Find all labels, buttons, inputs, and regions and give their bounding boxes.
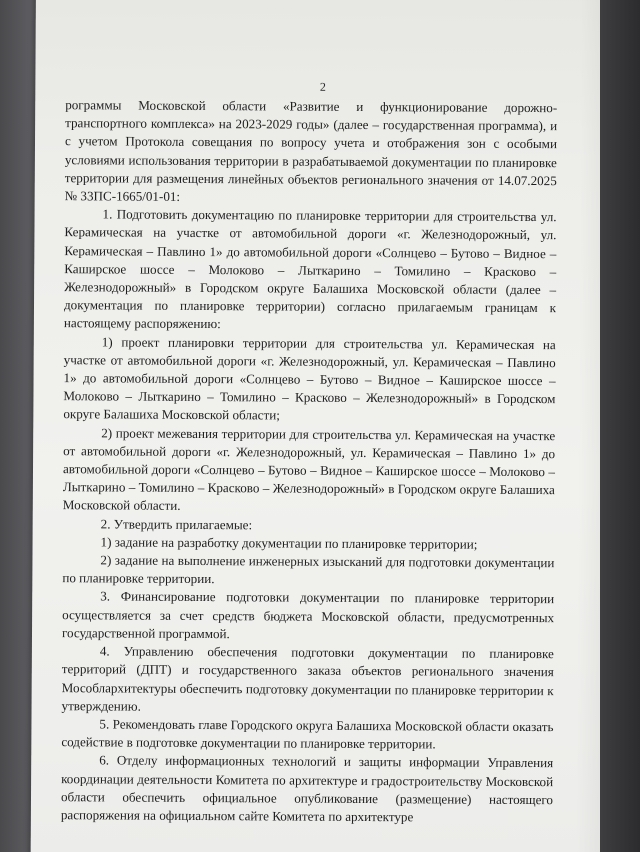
paragraph-1: 1. Подготовить документацию по планировке территории для строительства ул. Керамическая на участке от автомобильной дороги «г. Железнодорожный, ул. Керамическая – Павлино 1» до автомобильной дороги «Солнцево – Бутово – Видное – Каширское шоссе – Молоково – Лыткарино – Томилино – Красково – Железнодорожный» в Городском округе Балашиха Московской области (далее – документация по планировке территории) согласно прилагаемым границам к настоящему распоряжению: — [63, 206, 557, 332]
paragraph-6: 6. Отделу информационных технологий и защиты информации Управления координации деятельности Комитета по архитектуре и градостроительству Московской области обеспечить официальное опубликование (размещение) настоящего распоряжения на официальном сайте Комитета по архитектуре — [60, 752, 554, 825]
paragraph-5: 5. Рекомендовать главе Городского округа Балашиха Московской области оказать содействие в подготовке документации по планировке территории. — [61, 716, 554, 752]
paragraph-1-item-1: 1) проект планировки территории для строительства ул. Керамическая на участке от автомобильной дороги «г. Железнодорожный, ул. Керамическая – Павлино 1» до автомобильной дороги «Солнцево – Бутово – Видное – Каширское шоссе – Молоково – Лыткарино – Томилино – Красково – Железнодорожный» в Городском округе Балашиха Московской области; — [63, 334, 556, 423]
paragraph-2-item-1: 1) задание на разработку документации по планировке территории; — [100, 534, 478, 552]
intro-paragraph: рограммы Московской области «Развитие и функционирование дорожно-транспортного комплекса» на 2023-2029 годы» (далее – государственная программа), и с учетом Протокола совещания по вопросу учета и отображения зон с особыми условиями использования территории в разрабатываемой документации по планировке территории для размещения линейных объектов регионального значения от 14.07.2025 № 33ПС-1665/01-01: — [64, 97, 558, 204]
paragraph-2: 2. Утвердить прилагаемые: — [100, 516, 253, 533]
document-page — [31, 0, 611, 852]
background-edge — [600, 0, 640, 852]
paragraph-4: 4. Управлению обеспечения подготовки документации по планировке территорий (ДПТ) и государственного заказа объектов регионального значения Мособлархитектуры обеспечить подготовку документации по планировке территории к утверждению. — [61, 643, 554, 714]
paragraph-2-item-2: 2) задание на выполнение инженерных изысканий для подготовки документации по планировке территории. — [62, 552, 555, 587]
paragraph-3: 3. Финансирование подготовки документации по планировке территории осуществляется за счет средств бюджета Московской области, предусмотренных государственной программой. — [61, 588, 555, 642]
paragraph-1-item-2: 2) проект межевания территории для строительства ул. Керамическая на участке от автомобильной дороги «г. Железнодорожный, ул. Керамическая – Павлино 1» до автомобильной дороги «Солнцево – Бутово – Видное – Каширское шоссе – Молоково – Лыткарино – Томилино – Красково – Железнодорожный» в Городском округе Балашиха Московской области. — [62, 425, 556, 514]
document-body — [61, 96, 557, 827]
page-number: 2 — [319, 79, 326, 94]
